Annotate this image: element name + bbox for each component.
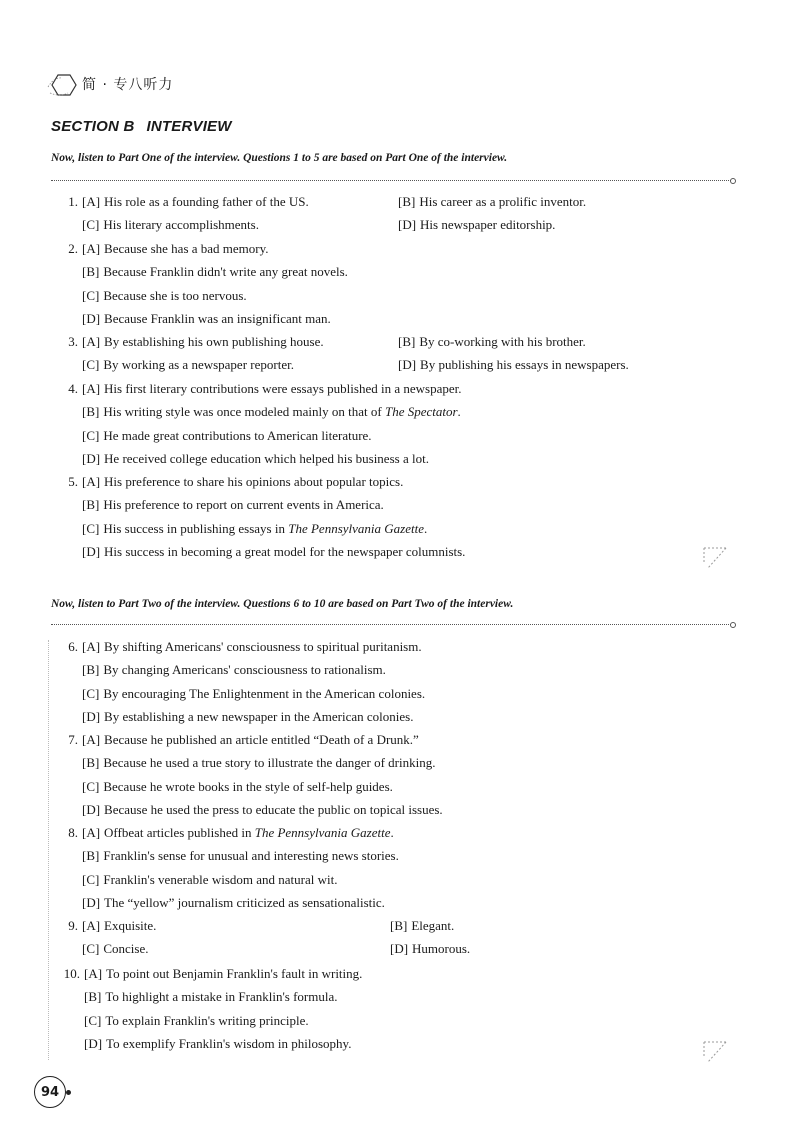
option-text: Because Franklin didn't write any great novels. <box>103 264 348 280</box>
question-number: 10. <box>63 966 80 981</box>
margin-guide <box>48 640 51 1060</box>
question-line-col2 <box>390 941 470 957</box>
question-line <box>54 1036 351 1052</box>
option-letter: [A] <box>82 194 101 209</box>
question-line <box>58 264 348 280</box>
option-letter: [B] <box>398 194 416 209</box>
option-text: The “yellow” journalism criticized as sensationalistic. <box>104 894 385 910</box>
question-line <box>58 428 372 444</box>
option-text: His literary accomplishments. <box>103 217 259 233</box>
option-d <box>398 357 629 372</box>
option-letter: [C] <box>82 427 100 443</box>
question-line <box>58 311 331 327</box>
option-c <box>82 521 427 536</box>
option-c <box>82 428 372 443</box>
option-italic-title: The Pennsylvania Gazette <box>288 520 424 536</box>
option-c <box>82 779 393 794</box>
option-letter: [D] <box>82 894 101 910</box>
option-c <box>82 686 425 701</box>
option-b <box>390 918 454 933</box>
question-number: 5. <box>68 474 78 489</box>
option-d <box>82 544 465 559</box>
option-letter: [C] <box>82 778 100 794</box>
option-text: By changing Americans' consciousness to rationalism. <box>103 662 386 678</box>
option-punctuation: . <box>390 825 394 840</box>
option-c <box>82 288 247 303</box>
option-text: Exquisite. <box>104 918 157 933</box>
question-number: 7. <box>68 732 78 747</box>
option-letter: [C] <box>82 685 100 701</box>
question-number: 1. <box>68 194 78 209</box>
question-line <box>58 334 324 350</box>
question-line <box>58 755 435 771</box>
option-text: His newspaper editorship. <box>420 217 556 233</box>
question-line <box>58 941 148 957</box>
option-a <box>82 474 403 489</box>
question-line <box>58 709 413 725</box>
question-line <box>58 895 385 911</box>
option-letter: [A] <box>82 918 101 933</box>
question-line <box>58 918 156 934</box>
option-a <box>82 334 324 349</box>
option-text: To point out Benjamin Franklin's fault in writing. <box>106 966 363 981</box>
option-punctuation: . <box>457 404 461 420</box>
option-letter: [C] <box>84 1012 102 1028</box>
option-text: His success in publishing essays in <box>103 520 285 536</box>
option-text: Because she is too nervous. <box>103 287 247 303</box>
question-number: 6. <box>68 639 78 654</box>
option-letter: [D] <box>84 1035 103 1051</box>
option-italic-title: The Spectator <box>384 404 458 420</box>
option-text: His writing style was once modeled mainly on that of <box>103 404 382 420</box>
option-letter: [B] <box>82 264 100 280</box>
option-b <box>82 662 386 677</box>
option-letter: [B] <box>390 918 408 933</box>
option-text: Concise. <box>103 941 149 957</box>
option-b <box>82 404 461 419</box>
divider-rule <box>51 624 731 626</box>
question-line <box>58 848 399 864</box>
option-text: By shifting Americans' consciousness to spiritual puritanism. <box>104 639 422 654</box>
page-number-dot <box>66 1090 71 1095</box>
option-d <box>82 895 385 910</box>
option-text: Because he wrote books in the style of self-help guides. <box>103 778 393 794</box>
option-text: Elegant. <box>411 918 455 933</box>
option-b <box>82 497 384 512</box>
question-line <box>58 381 461 397</box>
option-c <box>82 941 148 956</box>
option-c <box>84 1013 309 1028</box>
question-line-col2 <box>398 217 555 233</box>
question-line <box>54 1013 309 1029</box>
question-line <box>58 802 443 818</box>
option-letter: [A] <box>82 474 101 489</box>
option-letter: [D] <box>82 310 101 326</box>
option-letter: [B] <box>82 755 100 771</box>
question-line <box>58 779 393 795</box>
question-line <box>58 825 394 841</box>
option-text: His first literary contributions were essays published in a newspaper. <box>104 381 462 396</box>
question-line-col2 <box>398 357 629 373</box>
option-letter: [A] <box>82 639 101 654</box>
question-line <box>58 662 386 678</box>
option-text: Because Franklin was an insignificant man. <box>104 310 331 326</box>
header-title: 简 · 专八听力 <box>82 77 174 93</box>
question-line <box>58 217 259 233</box>
option-letter: [A] <box>82 241 101 256</box>
option-b <box>82 755 435 770</box>
option-letter: [A] <box>82 732 101 747</box>
option-letter: [C] <box>82 520 100 536</box>
option-letter: [D] <box>390 941 409 957</box>
page-number: 94 <box>34 1076 66 1108</box>
option-letter: [D] <box>82 801 101 817</box>
question-line <box>58 288 247 304</box>
instruction-part-two: Now, listen to Part Two of the interview. Questions 6 to 10 are based on Part Two of the interview. <box>51 598 514 610</box>
option-b <box>398 334 586 349</box>
question-line <box>58 497 384 513</box>
option-text: His success in becoming a great model for the newspaper columnists. <box>104 543 466 559</box>
option-text: His role as a founding father of the US. <box>104 194 309 209</box>
corner-mark-icon <box>702 546 728 572</box>
question-number: 3. <box>68 334 78 349</box>
option-punctuation: . <box>423 520 428 536</box>
option-letter: [C] <box>82 217 100 233</box>
question-line <box>58 686 425 702</box>
question-line <box>58 241 269 257</box>
option-letter: [A] <box>82 334 101 349</box>
option-letter: [C] <box>82 287 100 303</box>
option-a <box>82 639 422 654</box>
option-letter: [B] <box>82 404 100 420</box>
option-text: To explain Franklin's writing principle. <box>105 1012 309 1028</box>
option-text: To highlight a mistake in Franklin's formula. <box>105 989 338 1005</box>
option-text: By establishing a new newspaper in the American colonies. <box>104 708 414 724</box>
option-letter: [B] <box>82 662 100 678</box>
question-number: 4. <box>68 381 78 396</box>
option-c <box>82 357 294 372</box>
option-letter: [B] <box>82 497 100 513</box>
question-line-col2 <box>390 918 454 934</box>
section-title <box>51 118 232 135</box>
option-text: Humorous. <box>412 941 471 957</box>
option-a <box>82 825 394 840</box>
option-d <box>82 451 429 466</box>
option-letter: [A] <box>84 966 103 981</box>
corner-mark-icon <box>702 1040 728 1066</box>
hexagon-logo-icon <box>46 69 80 99</box>
option-text: His preference to report on current events in America. <box>103 497 384 513</box>
option-letter: [D] <box>82 543 101 559</box>
option-italic-title: The Pennsylvania Gazette <box>254 825 391 840</box>
option-a <box>82 918 156 933</box>
option-text: His career as a prolific inventor. <box>419 194 587 209</box>
option-d <box>390 941 470 956</box>
option-text: He made great contributions to American literature. <box>103 427 372 443</box>
question-line <box>58 732 419 748</box>
question-line <box>58 639 422 655</box>
option-letter: [A] <box>82 381 101 396</box>
question-line <box>58 194 309 210</box>
option-text: Offbeat articles published in <box>104 825 252 840</box>
question-line-col2 <box>398 334 586 350</box>
divider-rule <box>51 180 731 182</box>
option-d <box>82 802 443 817</box>
option-letter: [B] <box>84 989 102 1005</box>
option-text: By co-working with his brother. <box>419 334 586 349</box>
question-line <box>58 357 294 373</box>
option-text: By publishing his essays in newspapers. <box>420 357 629 373</box>
option-text: Franklin's venerable wisdom and natural wit. <box>103 871 338 887</box>
option-text: He received college education which helped his business a lot. <box>104 450 429 466</box>
option-letter: [D] <box>82 450 101 466</box>
section-label: SECTION B <box>51 118 135 135</box>
question-line <box>58 872 337 888</box>
option-letter: [C] <box>82 871 100 887</box>
option-text: Because he used a true story to illustrate the danger of drinking. <box>103 755 436 771</box>
question-line <box>54 966 362 982</box>
question-line <box>58 544 465 560</box>
option-text: By establishing his own publishing house. <box>104 334 324 349</box>
option-a <box>82 241 269 256</box>
option-letter: [C] <box>82 357 100 373</box>
option-c <box>82 217 259 232</box>
option-text: Franklin's sense for unusual and interesting news stories. <box>103 848 399 864</box>
option-letter: [D] <box>398 357 417 373</box>
page-header <box>46 66 173 102</box>
question-number: 8. <box>68 825 78 840</box>
option-letter: [C] <box>82 941 100 957</box>
option-a <box>82 732 419 747</box>
option-a <box>82 381 461 396</box>
option-a <box>82 194 309 209</box>
question-number: 9. <box>68 918 78 933</box>
option-letter: [D] <box>82 708 101 724</box>
option-b <box>82 848 399 863</box>
instruction-part-one: Now, listen to Part One of the interview. Questions 1 to 5 are based on Part One of the interview. <box>51 152 508 164</box>
option-letter: [B] <box>398 334 416 349</box>
option-text: Because he published an article entitled “Death of a Drunk.” <box>104 732 419 747</box>
option-letter: [D] <box>398 217 417 233</box>
question-line <box>54 989 338 1005</box>
question-line <box>58 451 429 467</box>
option-d <box>398 217 555 232</box>
option-b <box>84 989 338 1004</box>
option-b <box>82 264 348 279</box>
question-line <box>58 404 461 420</box>
option-text: By encouraging The Enlightenment in the American colonies. <box>103 685 426 701</box>
section-name: INTERVIEW <box>146 118 232 135</box>
option-letter: [B] <box>82 848 100 864</box>
question-number: 2. <box>68 241 78 256</box>
option-d <box>84 1036 351 1051</box>
option-text: Because she has a bad memory. <box>104 241 269 256</box>
option-b <box>398 194 586 209</box>
question-line <box>58 474 403 490</box>
option-c <box>82 872 337 887</box>
option-text: Because he used the press to educate the public on topical issues. <box>104 801 443 817</box>
question-line <box>58 521 427 537</box>
option-a <box>84 966 362 981</box>
option-d <box>82 311 331 326</box>
question-line-col2 <box>398 194 586 210</box>
option-letter: [A] <box>82 825 101 840</box>
option-d <box>82 709 413 724</box>
option-text: To exemplify Franklin's wisdom in philosophy. <box>106 1035 352 1051</box>
option-text: His preference to share his opinions about popular topics. <box>104 474 404 489</box>
option-text: By working as a newspaper reporter. <box>103 357 294 373</box>
